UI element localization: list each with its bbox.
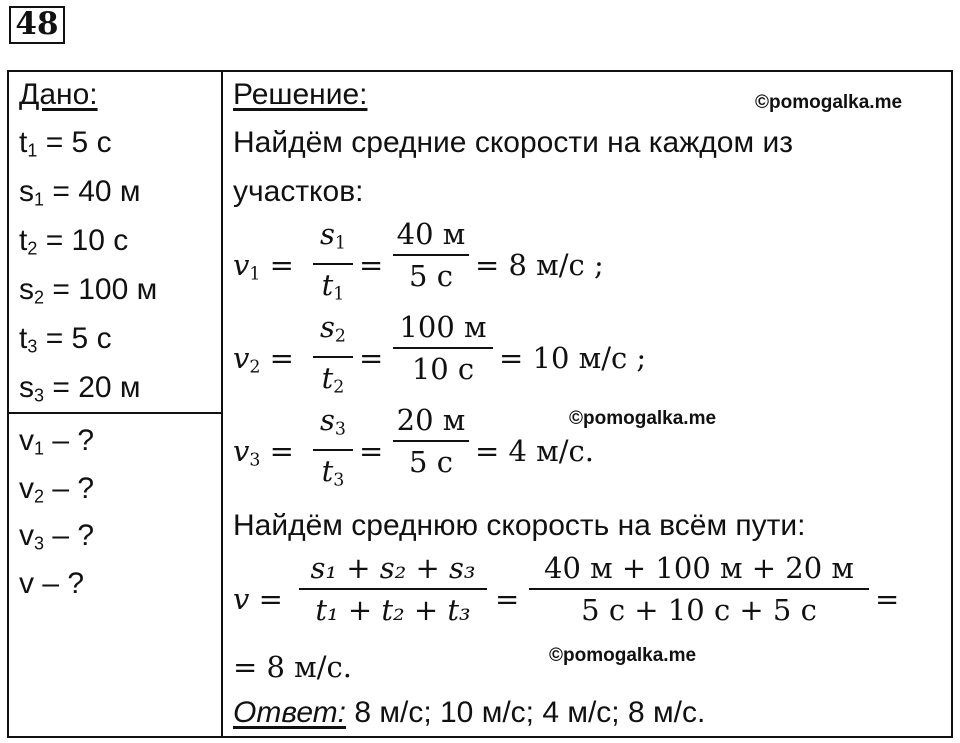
- vavg-lhs: v =: [233, 582, 283, 616]
- watermark: ©pomogalka.me: [755, 92, 903, 113]
- intro-line-1: Найдём средние скорости на каждом из: [233, 126, 793, 159]
- vavg-symbolic-fraction: s₁ + s₂ + s₃ t₁ + t₂ + t₃: [299, 551, 487, 627]
- vavg-result: = 8 м/с.: [233, 650, 352, 684]
- v3-result: = 4 м/с.: [475, 434, 594, 468]
- avg-speed-text: Найдём среднюю скорость на всём пути:: [233, 509, 806, 542]
- v2-numeric-fraction: 100 м 10 с: [393, 310, 493, 386]
- vertical-divider: [221, 72, 223, 736]
- v3-numeric-fraction: 20 м 5 с: [393, 403, 469, 479]
- v3-equals: =: [359, 434, 384, 468]
- v2-lhs: $v_2$ =: [233, 341, 294, 378]
- find-v1: $v_1$ – ?: [19, 424, 95, 459]
- v1-result: = 8 м/с ;: [475, 248, 604, 282]
- solution-header: Решение:: [233, 78, 368, 111]
- v1-symbolic-fraction: $s_1$ $t_1$: [313, 217, 353, 312]
- v1-numeric-fraction: 40 м 5 с: [393, 217, 469, 293]
- given-t1: $t_1 = 5$ с: [19, 126, 112, 161]
- v1-lhs: $v_1$ =: [233, 248, 294, 285]
- given-t2: $t_2 = 10$ с: [19, 224, 129, 259]
- watermark: ©pomogalka.me: [549, 645, 697, 666]
- problem-number: 48: [9, 6, 65, 44]
- intro-line-2: участков:: [233, 175, 364, 208]
- given-t3: $t_3 = 5$ с: [19, 322, 112, 357]
- vavg-equals: =: [495, 582, 520, 616]
- find-v: v – ?: [19, 567, 85, 600]
- v1-equals: =: [359, 248, 384, 282]
- v2-result: = 10 м/с ;: [499, 341, 647, 375]
- v3-lhs: $v_3$ =: [233, 434, 294, 471]
- v3-symbolic-fraction: $s_3$ $t_3$: [313, 403, 353, 498]
- v2-equals: =: [359, 341, 384, 375]
- solution-table: [7, 70, 953, 738]
- horizontal-divider: [9, 412, 221, 414]
- given-header: Дано:: [19, 78, 98, 111]
- answer-label: Ответ:: [233, 696, 346, 729]
- given-s2: $s_2 = 100$ м: [19, 273, 158, 308]
- find-v3: $v_3$ – ?: [19, 519, 95, 554]
- v2-symbolic-fraction: $s_2$ $t_2$: [313, 310, 353, 405]
- given-s1: $s_1 = 40$ м: [19, 175, 141, 210]
- find-v2: $v_2$ – ?: [19, 472, 95, 507]
- watermark: ©pomogalka.me: [569, 408, 717, 429]
- answer-text: 8 м/с; 10 м/с; 4 м/с; 8 м/с.: [346, 696, 706, 729]
- vavg-numeric-fraction: 40 м + 100 м + 20 м 5 с + 10 с + 5 с: [529, 551, 869, 627]
- answer-line: [233, 696, 705, 730]
- vavg-tail-equals: =: [875, 582, 900, 616]
- given-s3: $s_3 = 20$ м: [19, 371, 141, 406]
